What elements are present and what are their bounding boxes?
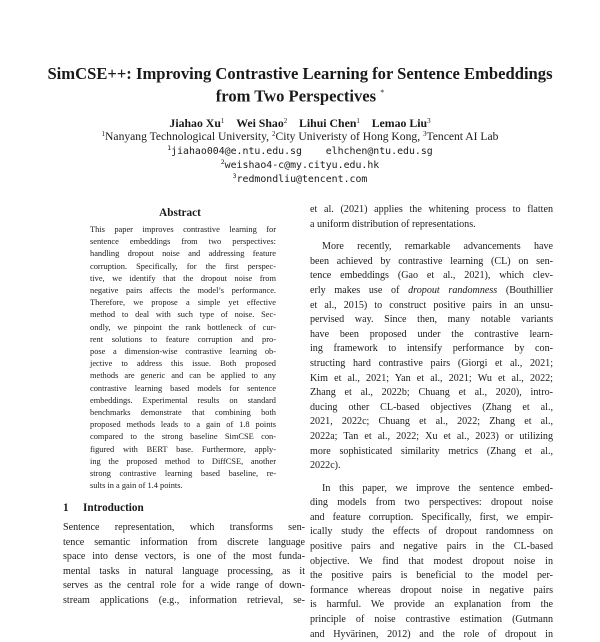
text-line: corruption. Specifically, for the first perspec- xyxy=(90,261,276,271)
text-line: positive pairs and negative pairs in the CL-based xyxy=(310,541,553,553)
text-line: handling dropout noise and addressing feature xyxy=(90,249,276,259)
email-mark: 1 xyxy=(167,144,172,152)
text-line: figured with BERT base. Furthermore, apply- xyxy=(90,444,276,454)
affil-mark: 2 xyxy=(272,130,276,138)
text-line: rent solutions to feature corruption and pro- xyxy=(90,334,276,344)
text-line: pose a dimension-wise contrastive learning ob- xyxy=(90,347,276,357)
text-line: ding models from two perspectives: dropout noise xyxy=(310,497,553,509)
text-line xyxy=(310,284,553,299)
text-line: 2021, 2022c; Chuang et al., 2022; Zhang et al., xyxy=(310,416,553,428)
title-footnote-mark: * xyxy=(380,88,385,97)
text-line: contrastive learning based models for sentence xyxy=(90,383,276,393)
text-line: methods are generic and can be applied to any xyxy=(90,371,276,381)
affil-mark: 1 xyxy=(101,130,106,138)
affiliation: Tencent AI Lab xyxy=(426,130,499,143)
author-name: Lemao Liu xyxy=(371,116,428,130)
abstract-body xyxy=(90,224,276,492)
text-line: and Hyvärinen, 2012) and the role of dropout in xyxy=(310,628,553,640)
author-affil-mark: 3 xyxy=(427,117,431,125)
text-line: et al., 2015) to construct positive pairs in an unsu- xyxy=(310,299,553,311)
text-line: Kim et al., 2021; Yan et al., 2021; Wu et al., 2022; xyxy=(310,372,553,384)
text-line: pervised way. Since then, many notable variants xyxy=(310,314,553,326)
text-line: ducing other CL-based objectives (Zhang et al., xyxy=(310,401,553,413)
text-line: ically study the effects of dropout randomness on xyxy=(310,526,553,538)
right-column xyxy=(310,203,553,642)
section-number: 1 xyxy=(63,502,69,514)
author-affil-mark: 1 xyxy=(356,117,360,125)
author-name: Wei Shao xyxy=(236,116,284,130)
text-line: sults in a gain of 1.4 points. xyxy=(90,481,183,491)
text-line: This paper improves contrastive learning for xyxy=(90,225,276,234)
introduction-body xyxy=(63,521,305,609)
text-line: been achieved by contrastive learning (CL) on sen- xyxy=(310,255,553,267)
author-affil-mark: 2 xyxy=(283,117,288,125)
paragraph xyxy=(310,482,553,642)
text-line: 2022a; Tan et al., 2022; Xu et al., 2023) or utilizing xyxy=(310,430,553,442)
email-address: redmondliu@tencent.com xyxy=(236,174,368,185)
text-line: embeddings. Experimental results on standard xyxy=(90,395,276,405)
section-heading xyxy=(63,501,303,515)
text-line: structing hard contrastive pairs (Giorgi et al., 2021; xyxy=(310,357,553,369)
email-address: jiahao004@e.ntu.edu.sg xyxy=(171,146,302,157)
email-line xyxy=(40,170,560,186)
text-line: compared to the strong baseline SimCSE con- xyxy=(90,432,276,442)
text-line: ing framework to intensify performance by con- xyxy=(310,343,553,355)
section-title: Introduction xyxy=(83,502,144,514)
text-line: strong contrastive learning based baseline, re- xyxy=(90,469,276,479)
text-line: Zhang et al., 2022b; Chuang et al., 2020), intro- xyxy=(310,387,553,399)
text-line: formance whereas dropout noise in negative pairs xyxy=(310,584,553,596)
text-line: the positive pairs is beneficial to the model per- xyxy=(310,570,553,582)
text-line: Therefore, we propose a simple yet effective xyxy=(90,298,276,308)
email-mark: 2 xyxy=(220,158,225,166)
text-line: stream applications (e.g., information retrieval, se- xyxy=(63,594,305,606)
text-line: More recently, remarkable advancements have xyxy=(322,241,553,253)
email-address: elhchen@ntu.edu.sg xyxy=(325,146,433,157)
text-line: jective to address this issue. Both proposed xyxy=(90,359,276,369)
author-name: Lihui Chen xyxy=(299,116,357,130)
text-run: (Bouthillier xyxy=(497,284,553,296)
text-line: mental tasks in natural language processing, as it xyxy=(63,565,305,577)
text-line: 2022c). xyxy=(310,460,341,472)
text-line: have been proposed under the contrastive learn- xyxy=(310,328,553,340)
text-line: proposed methods leads to a gain of 1.8 points xyxy=(90,420,276,430)
author-affil-mark: 1 xyxy=(220,117,225,125)
text-run: erly makes use of xyxy=(310,284,409,296)
paper-title xyxy=(40,64,560,106)
text-line: tive, we identify that the dropout noise from xyxy=(90,273,276,283)
text-line: In this paper, we improve the sentence embed- xyxy=(322,482,553,494)
text-line: space into dense vectors, is one of the most funda- xyxy=(63,551,305,563)
text-line: principle of noise contrastive estimation (Gutmann xyxy=(310,614,553,626)
text-line: serves as the central role for a wide range of down- xyxy=(63,580,305,592)
text-line: negative pairs affects the model’s performance. xyxy=(90,286,276,296)
email-address: weishao4-c@my.cityu.edu.hk xyxy=(224,160,380,171)
text-line: more sophisticated similarity metrics (Zhang et al., xyxy=(310,445,553,457)
text-line: et al. (2021) applies the whitening process to flatten xyxy=(310,204,553,215)
italic-term: dropout randomness xyxy=(408,284,498,296)
text-line: objective. We find that modest dropout noise in xyxy=(310,555,553,567)
text-line: sentence embeddings from two perspectives: xyxy=(90,237,276,247)
text-line: tence semantic information from discrete language xyxy=(63,536,305,548)
affiliation: Nanyang Technological University, xyxy=(105,130,270,143)
text-line: Sentence representation, which transforms sen- xyxy=(63,522,305,533)
paragraph xyxy=(310,240,553,474)
text-line: ing the proposed method to DiffCSE, another xyxy=(90,456,276,466)
text-line: benchmarks demonstrate that combining both xyxy=(90,408,276,418)
abstract-heading: Abstract xyxy=(159,207,201,219)
text-line: ondly, we pinpoint the rank bottleneck of cur- xyxy=(90,322,276,332)
title-line-1: SimCSE++: Improving Contrastive Learning for Sentence Embeddings xyxy=(47,64,553,83)
text-line: and feature corruption. Specifically, first, we empir- xyxy=(310,511,553,523)
text-line: tence embeddings (Gao et al., 2021), which clev- xyxy=(310,270,553,282)
author-name: Jiahao Xu xyxy=(169,116,221,130)
title-line-2: from Two Perspectives xyxy=(215,86,377,106)
text-line: a uniform distribution of representations. xyxy=(310,218,476,230)
affil-mark: 3 xyxy=(423,130,427,138)
paragraph xyxy=(310,203,553,232)
text-line: method to deal with such type of noise. Sec- xyxy=(90,310,276,320)
text-line: is harmful. We provide an explanation from the xyxy=(310,599,553,611)
affiliation: City Univeristy of Hong Kong, xyxy=(275,130,421,143)
email-mark: 3 xyxy=(232,172,237,180)
